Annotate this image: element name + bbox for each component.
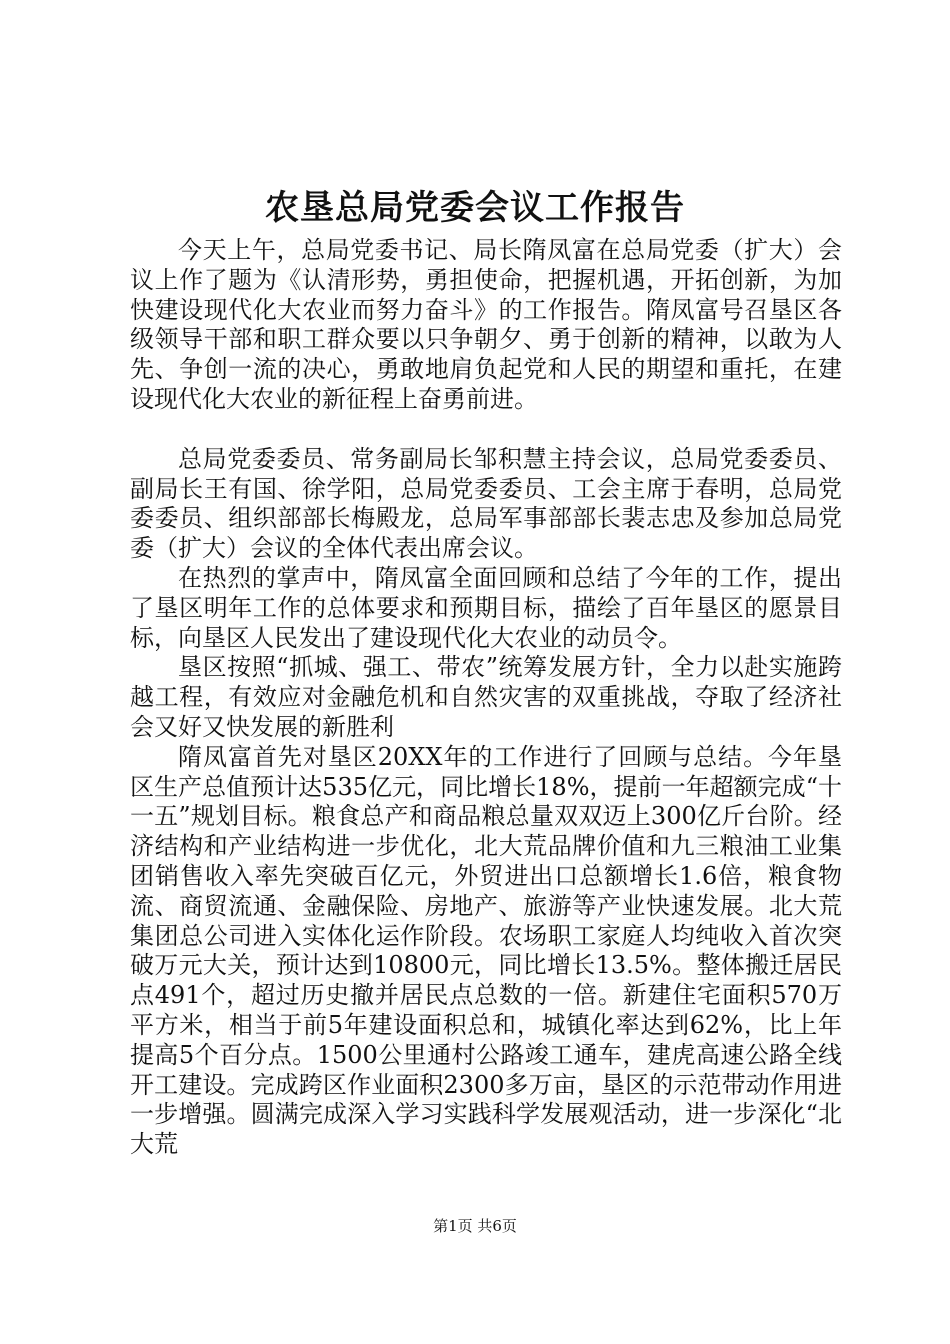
document-title: 农垦总局党委会议工作报告 (265, 188, 685, 228)
paragraph-5: 隋凤富首先对垦区20XX年的工作进行了回顾与总结。今年垦区生产总值预计达535亿元，同比增长18%，提前一年超额完成“十一五”规划目标。粮食总产和商品粮总量双双迈上300亿斤台阶。经济结构和产业结构进一步优化，北大荒品牌价值和九三粮油工业集团销售收入率先突破百亿元，外贸进出口总额增长1.6倍，粮食物流、商贸流通、金融保险、房地产、旅游等产业快速发展。北大荒集团总公司进入实体化运作阶段。农场职工家庭人均纯收入首次突破万元大关，预计达到10800元，同比增长13.5%。整体搬迁居民点491个，超过历史撤并居民点总数的一倍。新建住宅面积570万平方米，相当于前5年建设面积总和，城镇化率达到62%，比上年提高5个百分点。1500公里通村公路竣工通车，建虎高速公路全线开工建设。完成跨区作业面积2300多万亩，垦区的示范带动作用进一步增强。圆满完成深入学习实践科学发展观活动，进一步深化“北大荒 (130, 742, 842, 1159)
paragraph-4: 垦区按照“抓城、强工、带农”统筹发展方针，全力以赴实施跨越工程，有效应对金融危机和自然灾害的双重挑战，夺取了经济社会又好又快发展的新胜利 (130, 653, 842, 741)
paragraph-2: 总局党委委员、常务副局长邹积慧主持会议，总局党委委员、副局长王有国、徐学阳，总局党委委员、工会主席于春明，总局党委委员、组织部部长梅殿龙，总局军事部部长裴志忠及参加总局党委（扩大）会议的全体代表出席会议。 (130, 444, 842, 563)
paragraph-1: 今天上午，总局党委书记、局长隋凤富在总局党委（扩大）会议上作了题为《认清形势，勇担使命，把握机遇，开拓创新，为加快建设现代化大农业而努力奋斗》的工作报告。隋凤富号召垦区各级领导干部和职工群众要以只争朝夕、勇于创新的精神，以敢为人先、争创一流的决心，勇敢地肩负起党和人民的期望和重托，在建设现代化大农业的新征程上奋勇前进。 (130, 236, 842, 413)
page-number-footer: 第1页 共6页 (433, 1217, 517, 1235)
document-body (130, 236, 842, 1160)
paragraph-3: 在热烈的掌声中，隋凤富全面回顾和总结了今年的工作，提出了垦区明年工作的总体要求和预期目标，描绘了百年垦区的愿景目标，向垦区人民发出了建设现代化大农业的动员令。 (130, 563, 842, 652)
